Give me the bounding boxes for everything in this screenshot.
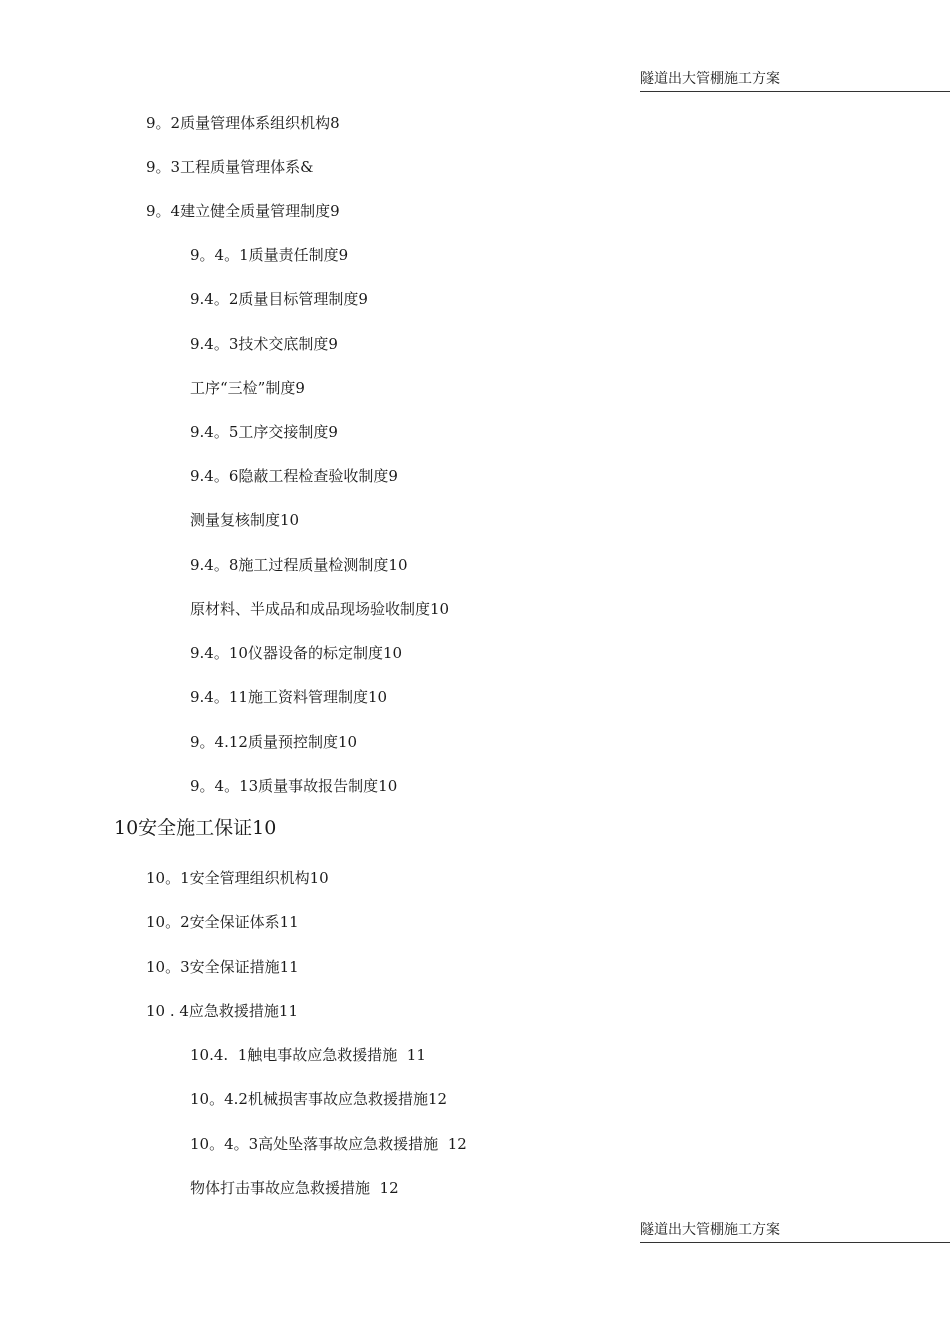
running-header-bottom — [640, 1222, 950, 1243]
toc-entry[interactable]: 10 . 4应急救援措施11 — [146, 1002, 299, 1020]
toc-entry[interactable]: 10。4.2机械损害事故应急救援措施12 — [190, 1090, 448, 1108]
header-title: 隧道出大管棚施工方案 — [640, 71, 780, 87]
toc-entry[interactable]: 9.4。10仪器设备的标定制度10 — [190, 644, 403, 662]
toc-entry[interactable]: 9.4。3技术交底制度9 — [190, 335, 338, 353]
toc-entry[interactable]: 9.4。8施工过程质量检测制度10 — [190, 556, 408, 574]
toc-entry[interactable]: 测量复核制度10 — [190, 511, 300, 529]
toc-entry[interactable]: 9。4建立健全质量管理制度9 — [146, 202, 340, 220]
toc-entry[interactable]: 9。4.12质量预控制度10 — [190, 733, 358, 751]
toc-chapter-entry[interactable]: 10安全施工保证10 — [114, 817, 277, 839]
toc-entry[interactable]: 9.4。5工序交接制度9 — [190, 423, 338, 441]
toc-entry[interactable]: 工序“三检”制度9 — [190, 379, 305, 397]
toc-entry[interactable]: 9。2质量管理体系组织机构8 — [146, 114, 340, 132]
toc-entry[interactable]: 9。4。1质量责任制度9 — [190, 246, 349, 264]
header-title: 隧道出大管棚施工方案 — [640, 1222, 780, 1238]
running-header-top — [640, 71, 950, 92]
toc-entry[interactable]: 10。2安全保证体系11 — [146, 913, 299, 931]
toc-entry[interactable]: 9。3工程质量管理体系& — [146, 158, 314, 176]
toc-entry[interactable]: 物体打击事故应急救援措施 12 — [190, 1179, 399, 1197]
toc-entry[interactable]: 9。4。13质量事故报告制度10 — [190, 777, 398, 795]
toc-entry[interactable]: 原材料、半成品和成品现场验收制度10 — [190, 600, 450, 618]
toc-entry[interactable]: 9.4。11施工资料管理制度10 — [190, 688, 388, 706]
toc-entry[interactable]: 9.4。2质量目标管理制度9 — [190, 290, 368, 308]
toc-entry[interactable]: 10.4. 1触电事故应急救援措施 11 — [190, 1046, 426, 1064]
toc-entry[interactable]: 9.4。6隐蔽工程检查验收制度9 — [190, 467, 398, 485]
toc-entry[interactable]: 10。3安全保证措施11 — [146, 958, 299, 976]
toc-entry[interactable]: 10。4。3高处坠落事故应急救援措施 12 — [190, 1135, 467, 1153]
toc-entry[interactable]: 10。1安全管理组织机构10 — [146, 869, 329, 887]
